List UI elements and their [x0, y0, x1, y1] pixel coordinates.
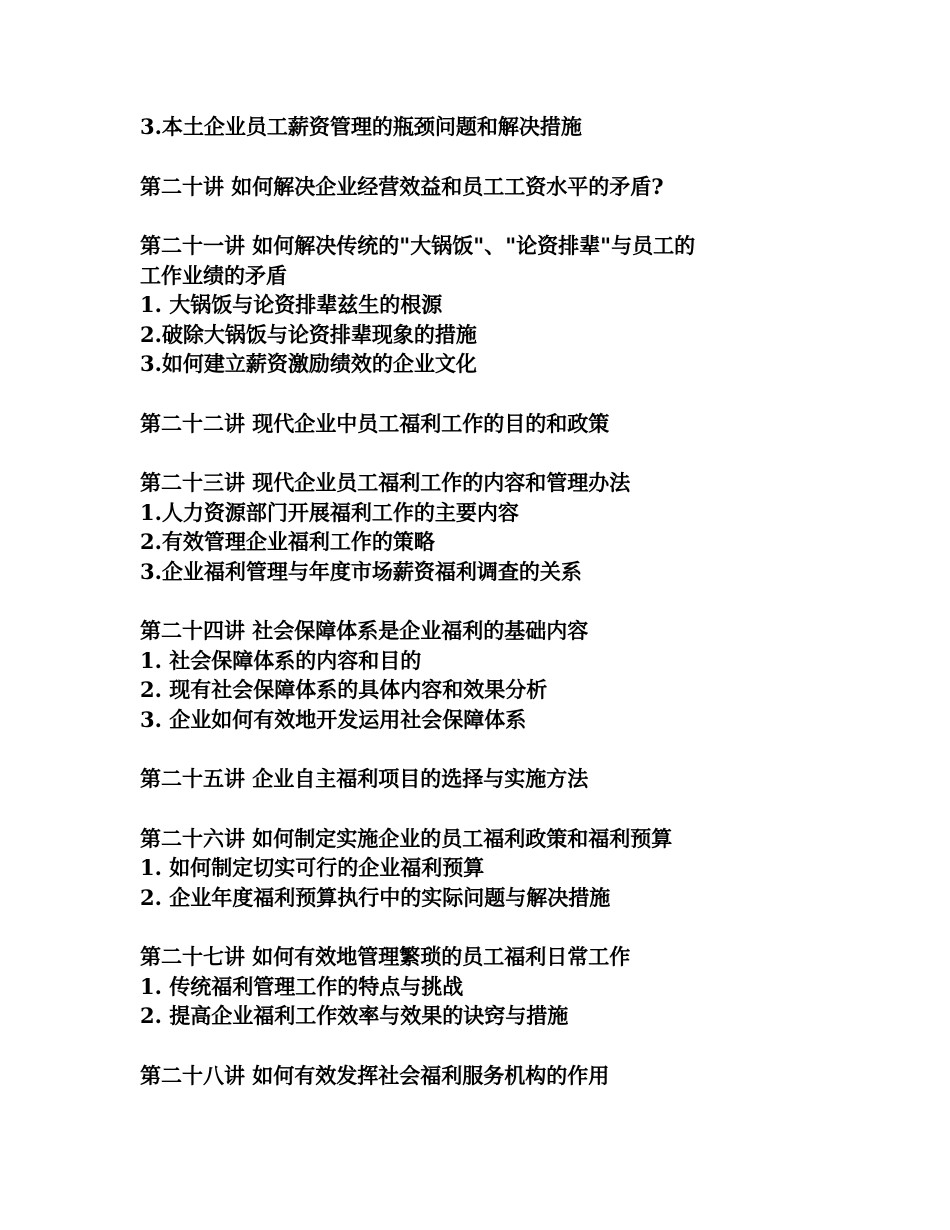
- section-lecture-28: [140, 1061, 840, 1091]
- list-item: 1. 社会保障体系的内容和目的: [140, 647, 422, 673]
- section-lecture-24: [140, 616, 840, 734]
- lecture-heading: 第二十六讲 如何制定实施企业的员工福利政策和福利预算: [140, 825, 673, 851]
- section-salary-bottleneck: [140, 112, 840, 142]
- section-lecture-26: [140, 824, 840, 913]
- list-item: 1. 传统福利管理工作的特点与挑战: [140, 973, 464, 999]
- lecture-heading: 第二十一讲 如何解决传统的"大锅饭"、"论资排辈"与员工的: [140, 233, 696, 258]
- item-text: 3.本土企业员工薪资管理的瓶颈问题和解决措施: [140, 114, 582, 139]
- list-item: 2. 企业年度福利预算执行中的实际问题与解决措施: [140, 884, 611, 910]
- list-item: 3.企业福利管理与年度市场薪资福利调查的关系: [140, 558, 582, 584]
- lecture-heading: 第二十三讲 现代企业员工福利工作的内容和管理办法: [140, 470, 631, 495]
- section-lecture-25: [140, 764, 840, 794]
- list-item: 1. 大锅饭与论资排辈兹生的根源: [140, 292, 443, 317]
- document-page: [140, 112, 840, 1120]
- lecture-heading-continued: 工作业绩的矛盾: [140, 262, 287, 288]
- list-item: 2.破除大锅饭与论资排辈现象的措施: [140, 321, 477, 347]
- lecture-heading: 第二十二讲 现代企业中员工福利工作的目的和政策: [140, 410, 610, 436]
- lecture-heading: 第二十四讲 社会保障体系是企业福利的基础内容: [140, 618, 589, 643]
- lecture-heading: 第二十八讲 如何有效发挥社会福利服务机构的作用: [140, 1062, 610, 1088]
- lecture-heading: 第二十五讲 企业自主福利项目的选择与实施方法: [140, 766, 589, 791]
- list-item: 1. 如何制定切实可行的企业福利预算: [140, 855, 485, 880]
- section-lecture-21: [140, 231, 840, 379]
- section-lecture-27: [140, 942, 840, 1031]
- list-item: 3. 企业如何有效地开发运用社会保障体系: [140, 706, 527, 732]
- list-item: 3.如何建立薪资激励绩效的企业文化: [140, 351, 477, 376]
- list-item: 2. 提高企业福利工作效率与效果的诀窍与措施: [140, 1003, 569, 1028]
- list-item: 2. 现有社会保障体系的具体内容和效果分析: [140, 677, 548, 702]
- list-item: 2.有效管理企业福利工作的策略: [140, 529, 435, 554]
- list-item: 1.人力资源部门开展福利工作的主要内容: [140, 499, 519, 525]
- section-lecture-22: [140, 409, 840, 439]
- lecture-heading: 第二十讲 如何解决企业经营效益和员工工资水平的矛盾?: [140, 173, 664, 199]
- section-lecture-23: [140, 468, 840, 586]
- lecture-heading: 第二十七讲 如何有效地管理繁琐的员工福利日常工作: [140, 944, 631, 969]
- section-lecture-20: [140, 172, 840, 202]
